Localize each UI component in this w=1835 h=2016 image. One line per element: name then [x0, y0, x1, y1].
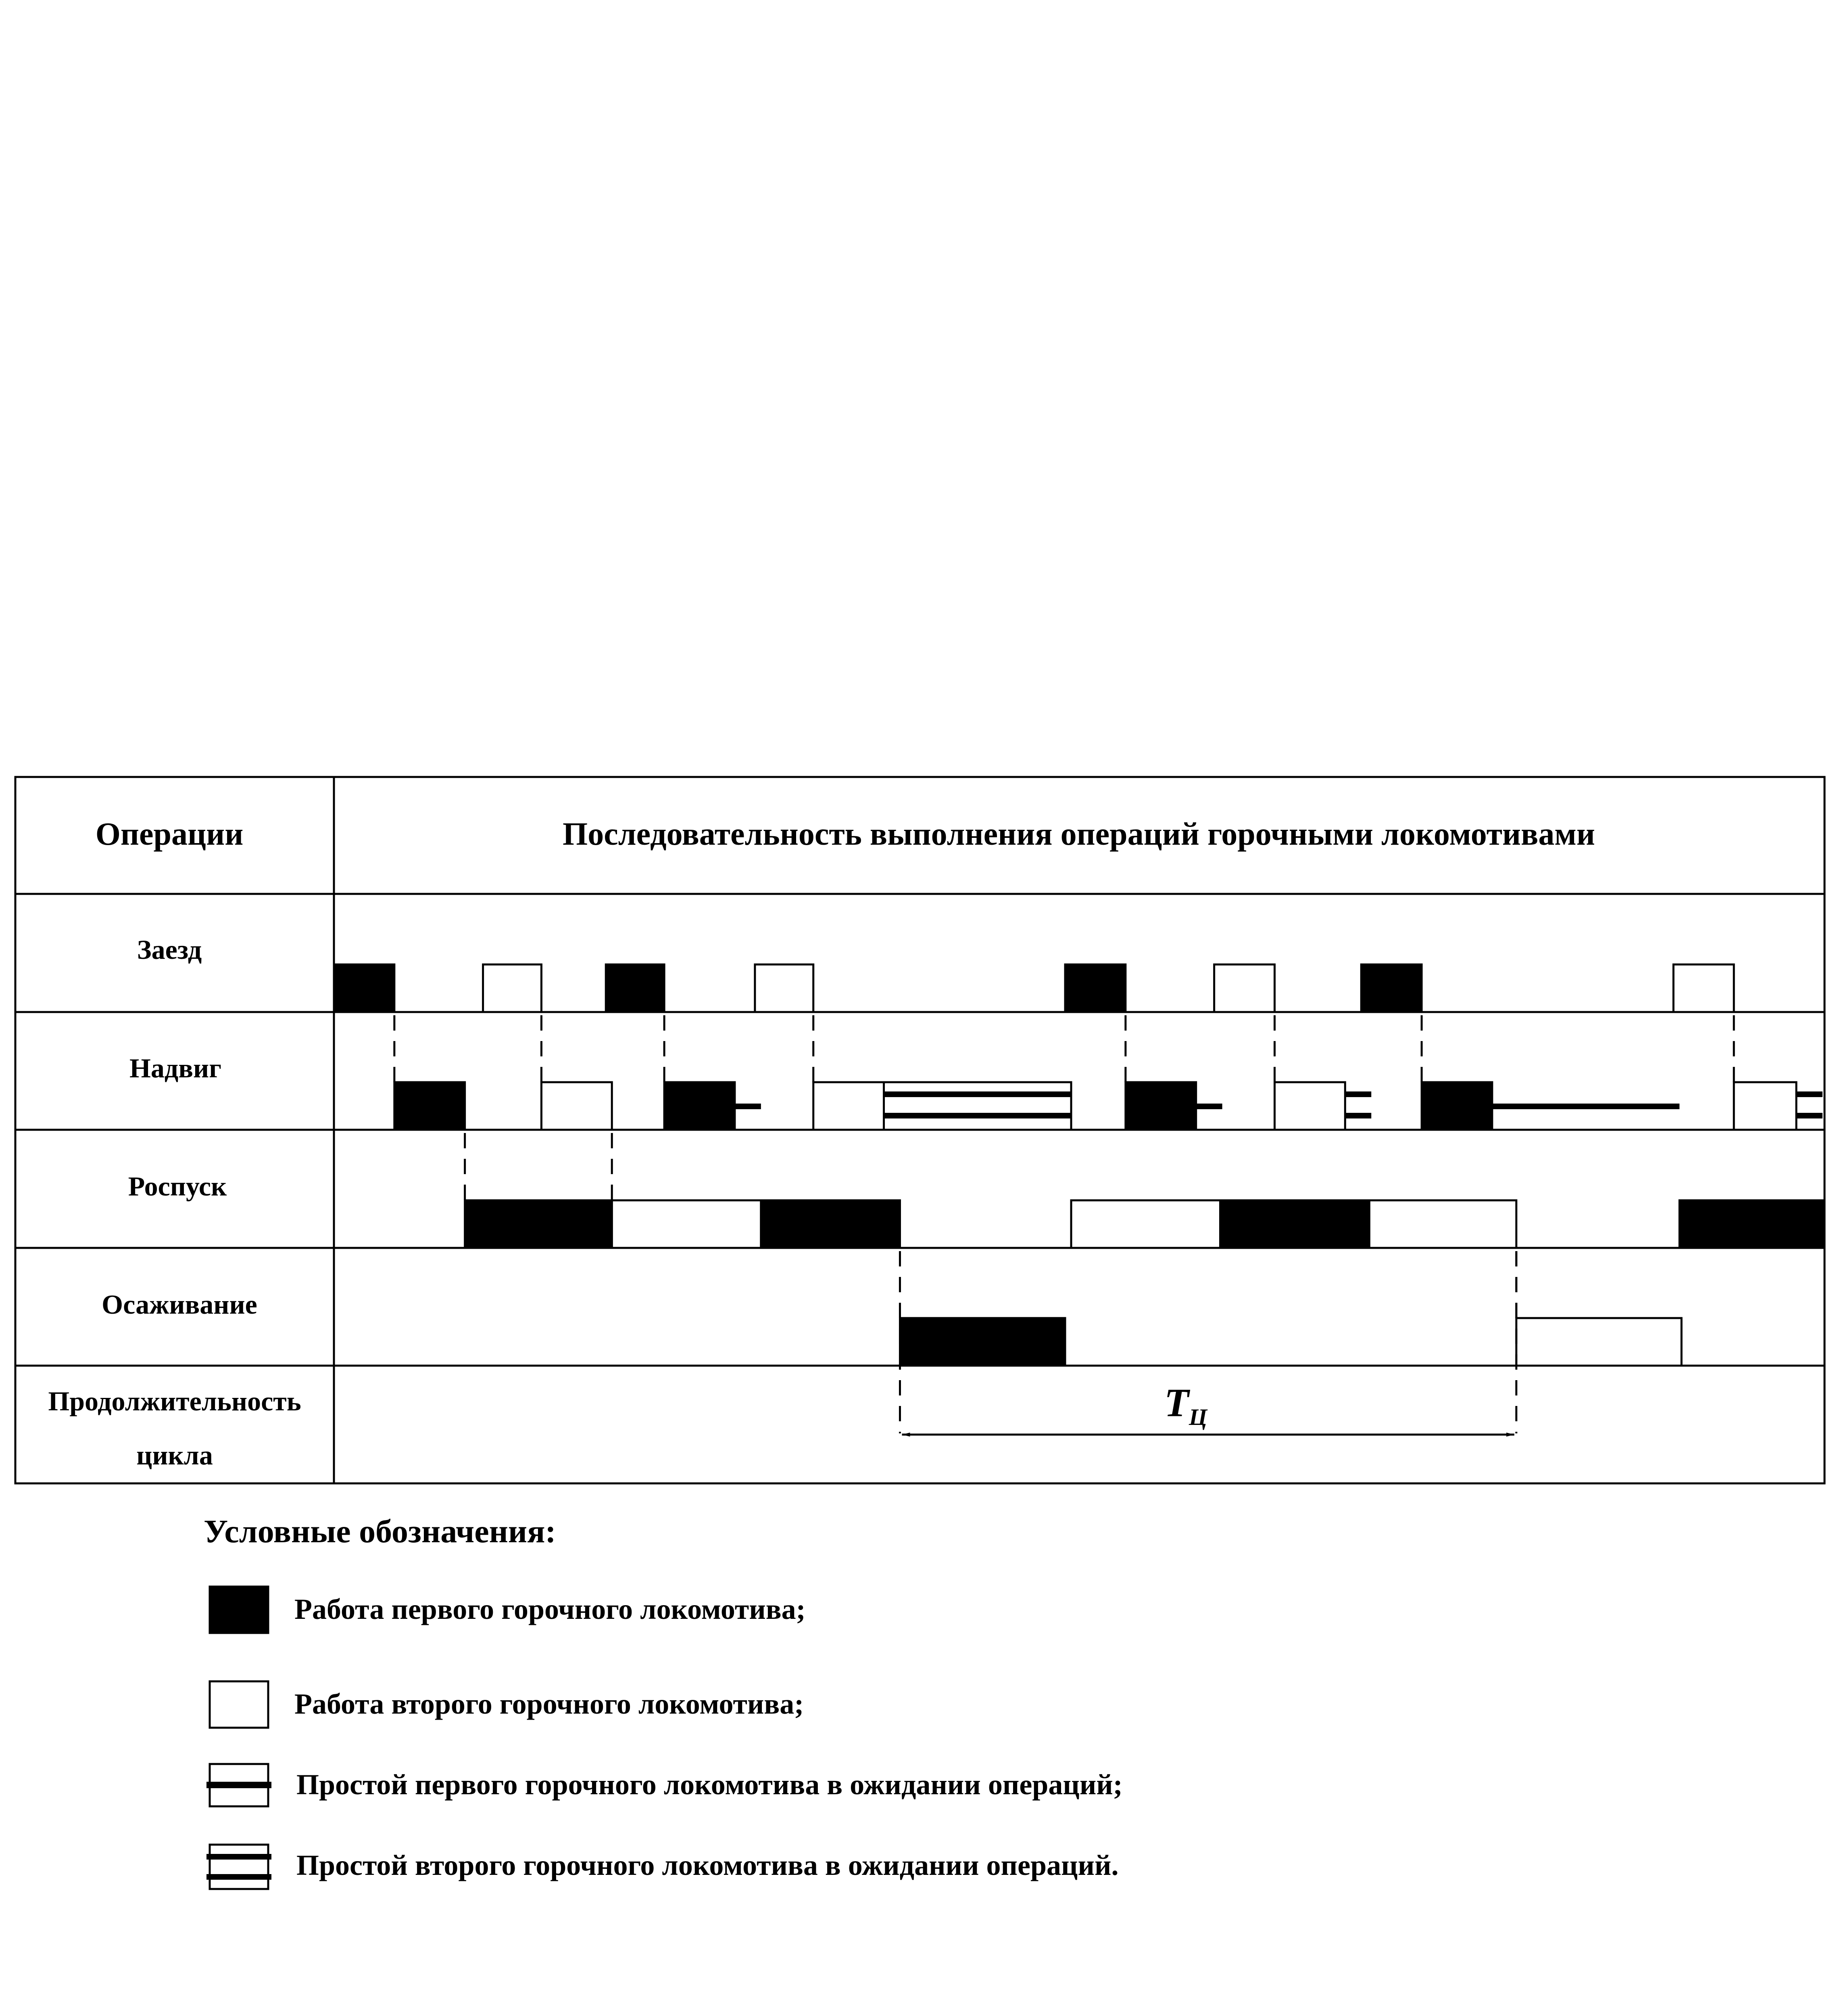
row-label-rospusk: Роспуск [128, 1171, 227, 1202]
legend-title: Условные обозначения: [204, 1513, 556, 1549]
bar-zaezd-loco1-2 [606, 964, 664, 1012]
bar-nadvig-loco2-9 [541, 1082, 612, 1130]
bar-rospusk-loco1-22 [465, 1200, 612, 1248]
cycle-symbol: T [1164, 1380, 1189, 1425]
row-label-osazhivanie: Осаживание [102, 1289, 257, 1320]
bar-nadvig-loco1-10 [664, 1082, 735, 1130]
bar-nadvig-loco2-16 [1274, 1082, 1345, 1130]
cycle-annotation [902, 1380, 1514, 1435]
legend-text-empty: Работа второго горочного локомотива; [294, 1688, 804, 1720]
bar-rospusk-loco2-27 [1369, 1200, 1516, 1248]
legend-text-idle2: Простой второго горочного локомотива в ожидании операций. [296, 1849, 1119, 1881]
legend-swatch-empty [210, 1681, 268, 1728]
legend [204, 1513, 1123, 1889]
header-sequence: Последовательность выполнения операций горочными локомотивами [563, 816, 1595, 852]
legend-text-idle1: Простой первого горочного локомотива в ожидании операций; [296, 1768, 1123, 1801]
bar-osazhivanie-loco1-29 [900, 1318, 1065, 1366]
gantt-bars [334, 964, 1822, 1366]
bar-zaezd-loco2-3 [755, 964, 813, 1012]
bar-rospusk-loco2-25 [1071, 1200, 1220, 1248]
legend-swatch-filled [210, 1587, 268, 1633]
bar-nadvig-loco1-8 [394, 1082, 465, 1130]
header-operations: Операции [95, 816, 244, 852]
bar-zaezd-loco2-5 [1214, 964, 1275, 1012]
bar-zaezd-loco1-0 [334, 964, 394, 1012]
bar-nadvig-loco2-20 [1734, 1082, 1796, 1130]
cycle-label [1164, 1380, 1208, 1430]
row-label-nadvig: Надвиг [129, 1053, 222, 1083]
cycle-subscript: Ц [1189, 1404, 1207, 1430]
bar-zaezd-loco1-6 [1361, 964, 1422, 1012]
row-label-zaezd: Заезд [137, 934, 202, 965]
bar-rospusk-loco2-23 [612, 1200, 761, 1248]
legend-text-filled: Работа первого горочного локомотива; [294, 1593, 806, 1625]
legend-swatch-idle2 [206, 1845, 271, 1889]
row-label-cycle-line1: Продолжительность [48, 1386, 301, 1416]
bar-rospusk-loco1-28 [1679, 1200, 1822, 1248]
legend-swatch-idle1 [206, 1764, 271, 1806]
idle-box-nadvig-loco2-13 [884, 1082, 1071, 1130]
bar-rospusk-loco1-24 [761, 1200, 900, 1248]
row-label-cycle-line2: цикла [136, 1440, 213, 1470]
bar-osazhivanie-loco2-30 [1516, 1318, 1682, 1366]
table-grid [15, 777, 1825, 1483]
bar-nadvig-loco1-18 [1422, 1082, 1492, 1130]
bar-zaezd-loco1-4 [1065, 964, 1126, 1012]
bar-nadvig-loco2-12 [813, 1082, 884, 1130]
bar-rospusk-loco1-26 [1220, 1200, 1370, 1248]
bar-nadvig-loco1-14 [1126, 1082, 1196, 1130]
bar-zaezd-loco2-7 [1673, 964, 1734, 1012]
bar-zaezd-loco2-1 [483, 964, 542, 1012]
